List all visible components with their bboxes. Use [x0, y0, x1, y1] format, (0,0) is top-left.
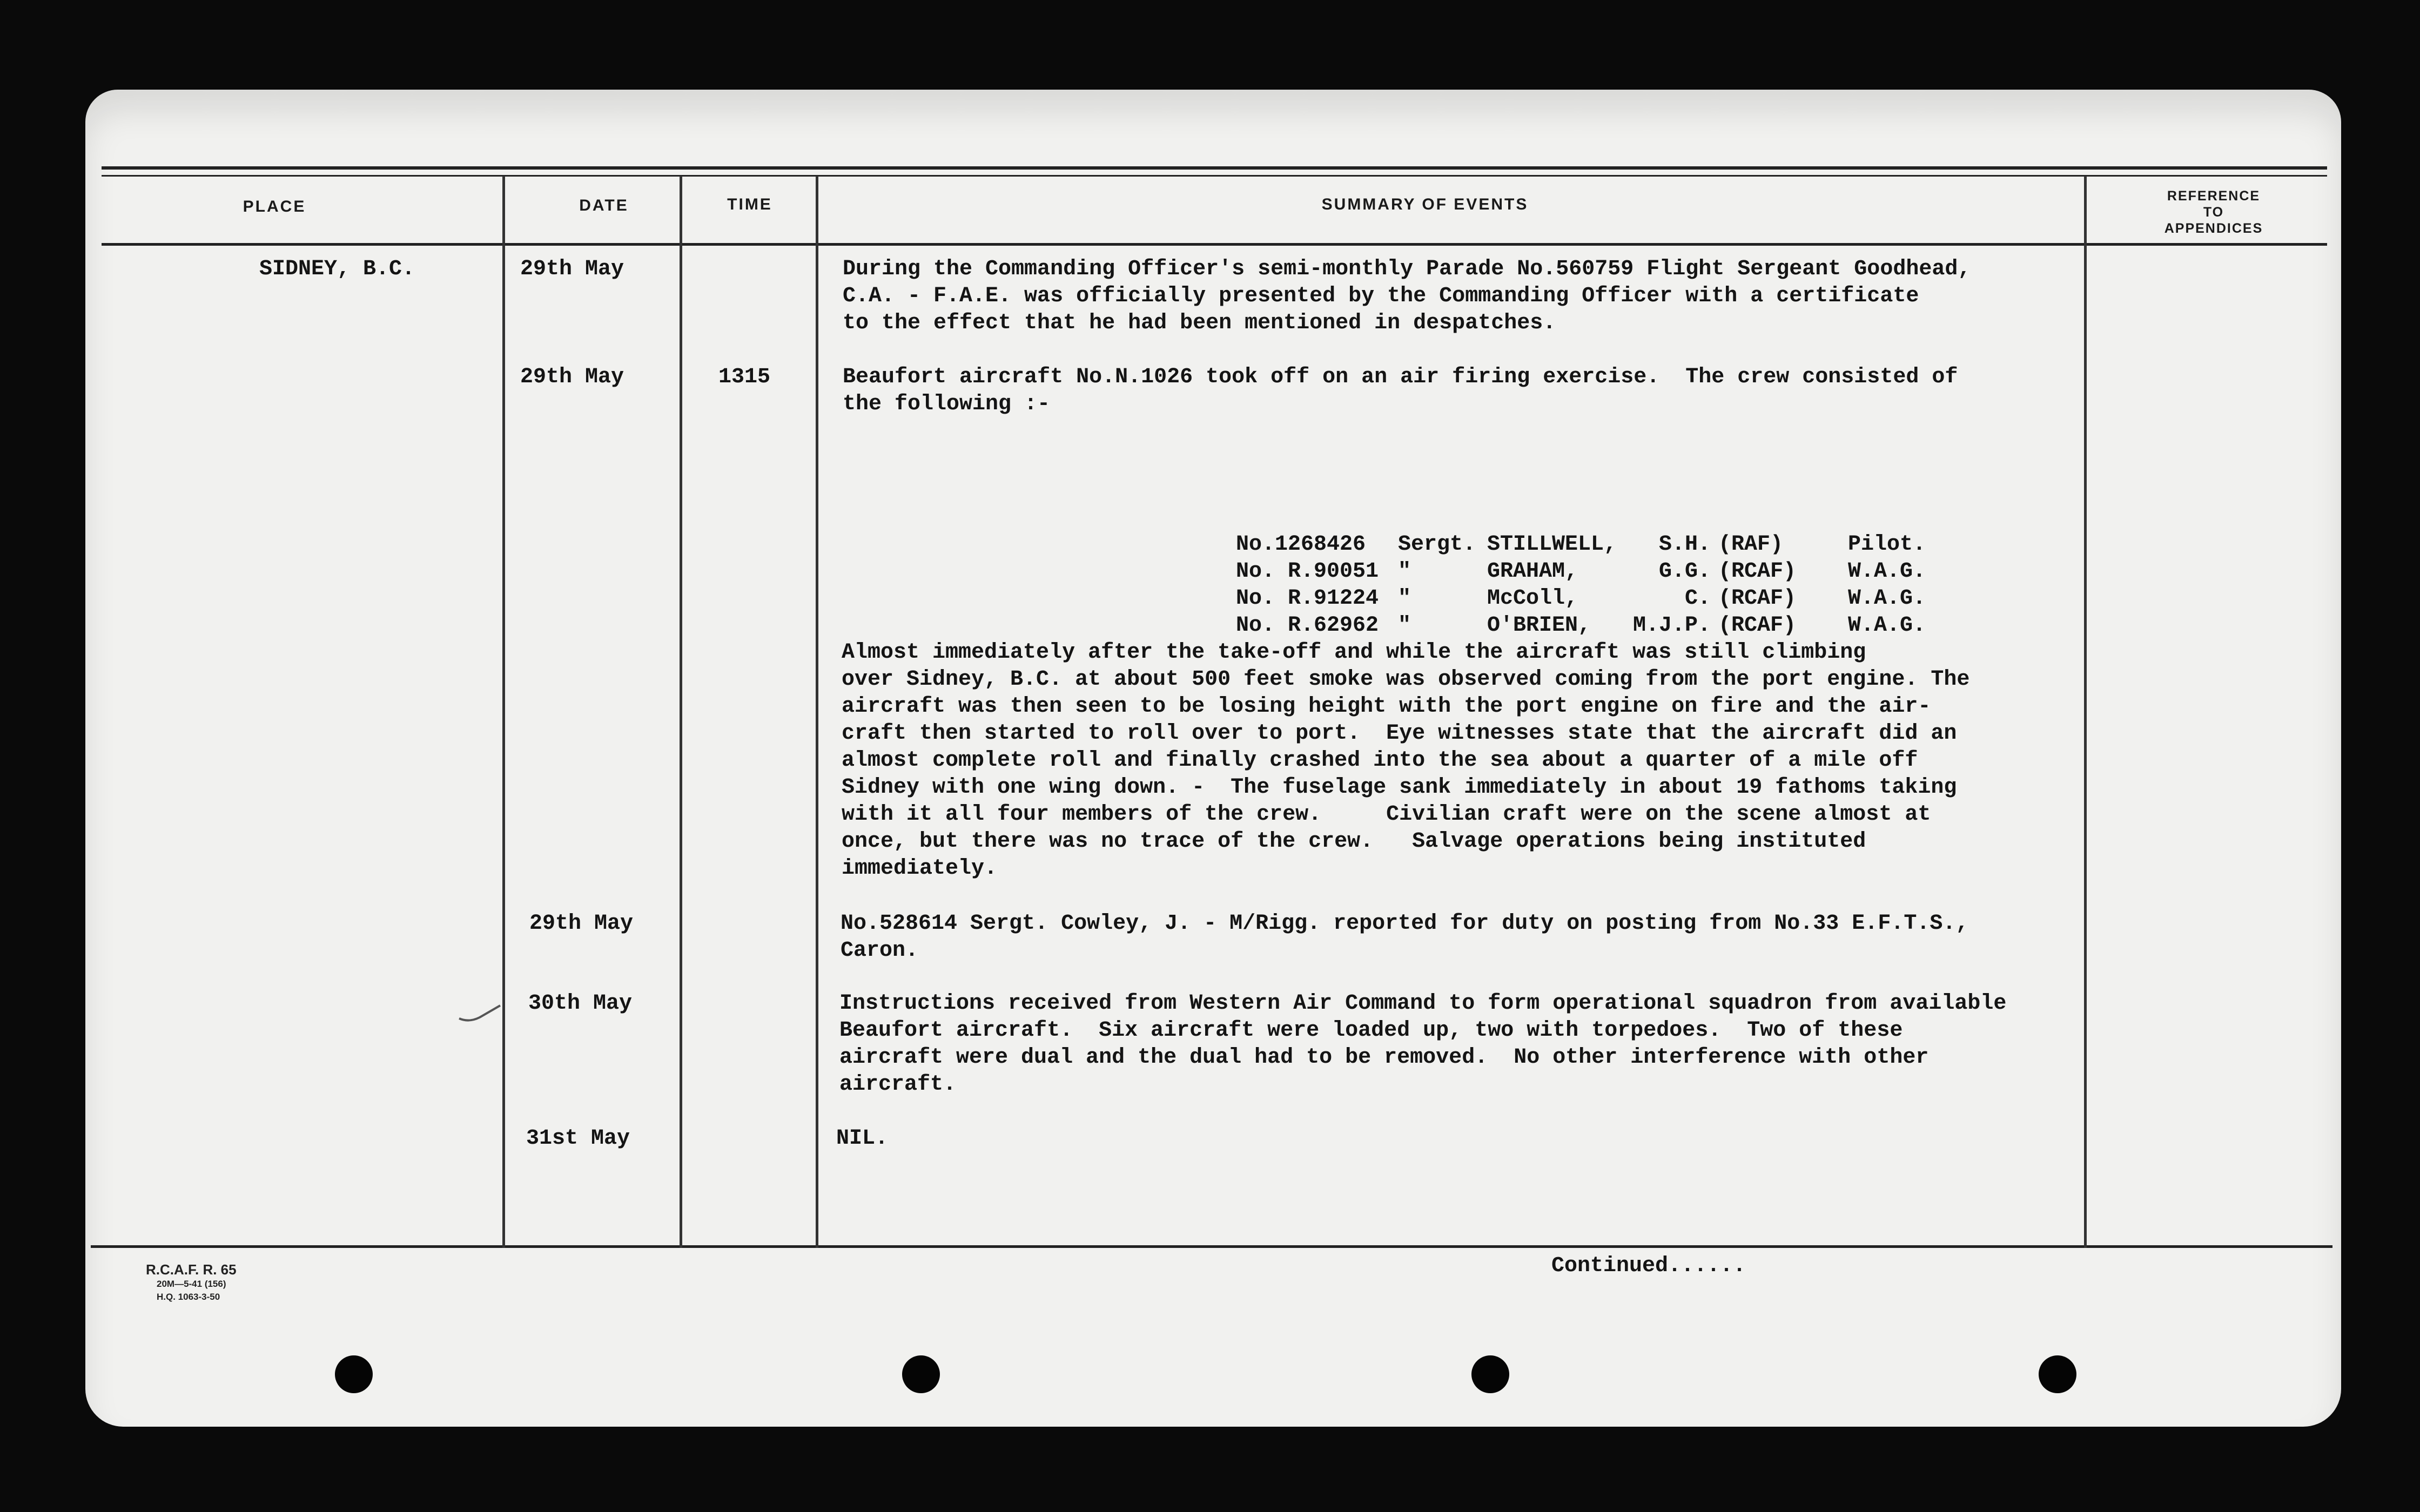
crew-table	[1236, 531, 1926, 639]
crew-role: W.A.G.	[1848, 613, 1926, 638]
crew-role: W.A.G.	[1848, 586, 1926, 611]
entry-2-narrative-8: once, but there was no trace of the crew. Salvage operations being instituted	[842, 829, 1866, 854]
crew-row	[1236, 585, 1926, 612]
crew-number: No. R.62962	[1236, 613, 1379, 638]
header-rule	[102, 243, 2327, 246]
punch-hole	[335, 1355, 373, 1393]
continued-note: Continued......	[1551, 1254, 1746, 1278]
crew-service: (RCAF)	[1718, 586, 1797, 611]
crew-role: W.A.G.	[1848, 559, 1926, 584]
entry-5-line-1: NIL.	[836, 1126, 889, 1151]
crew-initials: C.	[1685, 586, 1711, 611]
header-place: PLACE	[243, 198, 306, 215]
entry-4-date: 30th May	[528, 991, 633, 1016]
entry-2-narrative-9: immediately.	[842, 856, 998, 881]
col-divider-place	[502, 176, 505, 1248]
entry-2-narrative-1: Almost immediately after the take-off and while the aircraft was still climbing	[842, 640, 1866, 665]
entry-2-narrative-4: craft then started to roll over to port. Eye witnesses state that the aircraft did an	[842, 721, 1957, 746]
entry-2-time: 1315	[718, 365, 771, 389]
crew-service: (RCAF)	[1718, 559, 1797, 584]
entry-3-line-2: Caron.	[841, 939, 919, 963]
crew-initials: M.J.P.	[1633, 613, 1711, 638]
header-time: TIME	[727, 195, 772, 213]
record-sheet	[85, 90, 2341, 1427]
entry-2-line-2: the following :-	[843, 392, 1051, 416]
form-print-run: 20M—5-41 (156)	[157, 1279, 226, 1289]
top-rule-thin	[102, 175, 2327, 177]
entry-2-narrative-2: over Sidney, B.C. at about 500 feet smoke was observed coming from the port engine. The	[842, 667, 1970, 692]
bottom-rule	[91, 1245, 2332, 1248]
entry-1-line-1: During the Commanding Officer's semi-monthly Parade No.560759 Flight Sergeant Goodhead,	[843, 257, 1971, 281]
entry-2-narrative-3: aircraft was then seen to be losing height with the port engine on fire and the air-	[842, 694, 1931, 719]
form-identifier	[146, 1261, 237, 1304]
entry-2-narrative-6: Sidney with one wing down. - The fuselage sank immediately in about 19 fathoms taking	[842, 775, 1957, 800]
punch-hole	[902, 1355, 940, 1393]
header-summary: SUMMARY OF EVENTS	[1321, 195, 1529, 213]
entry-4-line-2: Beaufort aircraft. Six aircraft were loaded up, two with torpedoes. Two of these	[839, 1018, 1903, 1043]
crew-number: No. R.90051	[1236, 559, 1379, 584]
check-mark-icon	[458, 1002, 507, 1024]
crew-surname: GRAHAM,	[1487, 559, 1578, 584]
crew-service: (RAF)	[1718, 532, 1784, 557]
entry-4-line-4: aircraft.	[839, 1072, 957, 1097]
entry-1-line-2: C.A. - F.A.E. was officially presented by the Commanding Officer with a certificate	[843, 284, 1919, 308]
crew-number: No. R.91224	[1236, 586, 1379, 611]
header-reference-2: TO	[2203, 205, 2224, 220]
crew-service: (RCAF)	[1718, 613, 1797, 638]
header-reference	[2133, 188, 2295, 237]
top-rule	[102, 166, 2327, 170]
crew-surname: McColl,	[1487, 586, 1578, 611]
punch-hole	[1471, 1355, 1509, 1393]
entry-2-line-1: Beaufort aircraft No.N.1026 took off on an air firing exercise. The crew consisted of	[843, 365, 1958, 389]
col-divider-time	[816, 176, 818, 1248]
punch-hole	[2039, 1355, 2076, 1393]
entry-3-date: 29th May	[529, 912, 634, 936]
form-title: R.C.A.F. R. 65	[146, 1261, 237, 1278]
crew-surname: O'BRIEN,	[1487, 613, 1591, 638]
entry-5-date: 31st May	[526, 1126, 630, 1151]
col-divider-summary	[2084, 176, 2087, 1248]
crew-rank: "	[1398, 613, 1411, 638]
crew-number: No.1268426	[1236, 532, 1366, 557]
header-date: DATE	[579, 197, 629, 214]
entry-1-line-3: to the effect that he had been mentioned in despatches.	[843, 311, 1556, 335]
crew-initials: S.H.	[1659, 532, 1711, 557]
entry-2-date: 29th May	[520, 365, 624, 389]
crew-rank: Sergt.	[1398, 532, 1476, 557]
place-value: SIDNEY, B.C.	[259, 257, 415, 281]
form-hq-number: H.Q. 1063-3-50	[157, 1292, 220, 1302]
entry-2-narrative-5: almost complete roll and finally crashed into the sea about a quarter of a mile off	[842, 748, 1918, 773]
header-reference-1: REFERENCE	[2167, 188, 2261, 204]
crew-surname: STILLWELL,	[1487, 532, 1617, 557]
crew-rank: "	[1398, 586, 1411, 611]
crew-row	[1236, 612, 1926, 639]
entry-1-date: 29th May	[520, 257, 624, 281]
crew-initials: G.G.	[1659, 559, 1711, 584]
header-reference-3: APPENDICES	[2164, 221, 2263, 236]
col-divider-date	[680, 176, 682, 1248]
crew-row	[1236, 558, 1926, 585]
entry-2-narrative-7: with it all four members of the crew. Civilian craft were on the scene almost at	[842, 802, 1931, 827]
crew-row	[1236, 531, 1926, 558]
crew-role: Pilot.	[1848, 532, 1926, 557]
entry-3-line-1: No.528614 Sergt. Cowley, J. - M/Rigg. reported for duty on posting from No.33 E.F.T.S.,	[841, 912, 1969, 936]
entry-4-line-1: Instructions received from Western Air Command to form operational squadron from available	[839, 991, 2007, 1016]
crew-rank: "	[1398, 559, 1411, 584]
entry-4-line-3: aircraft were dual and the dual had to be removed. No other interference with other	[839, 1045, 1929, 1070]
